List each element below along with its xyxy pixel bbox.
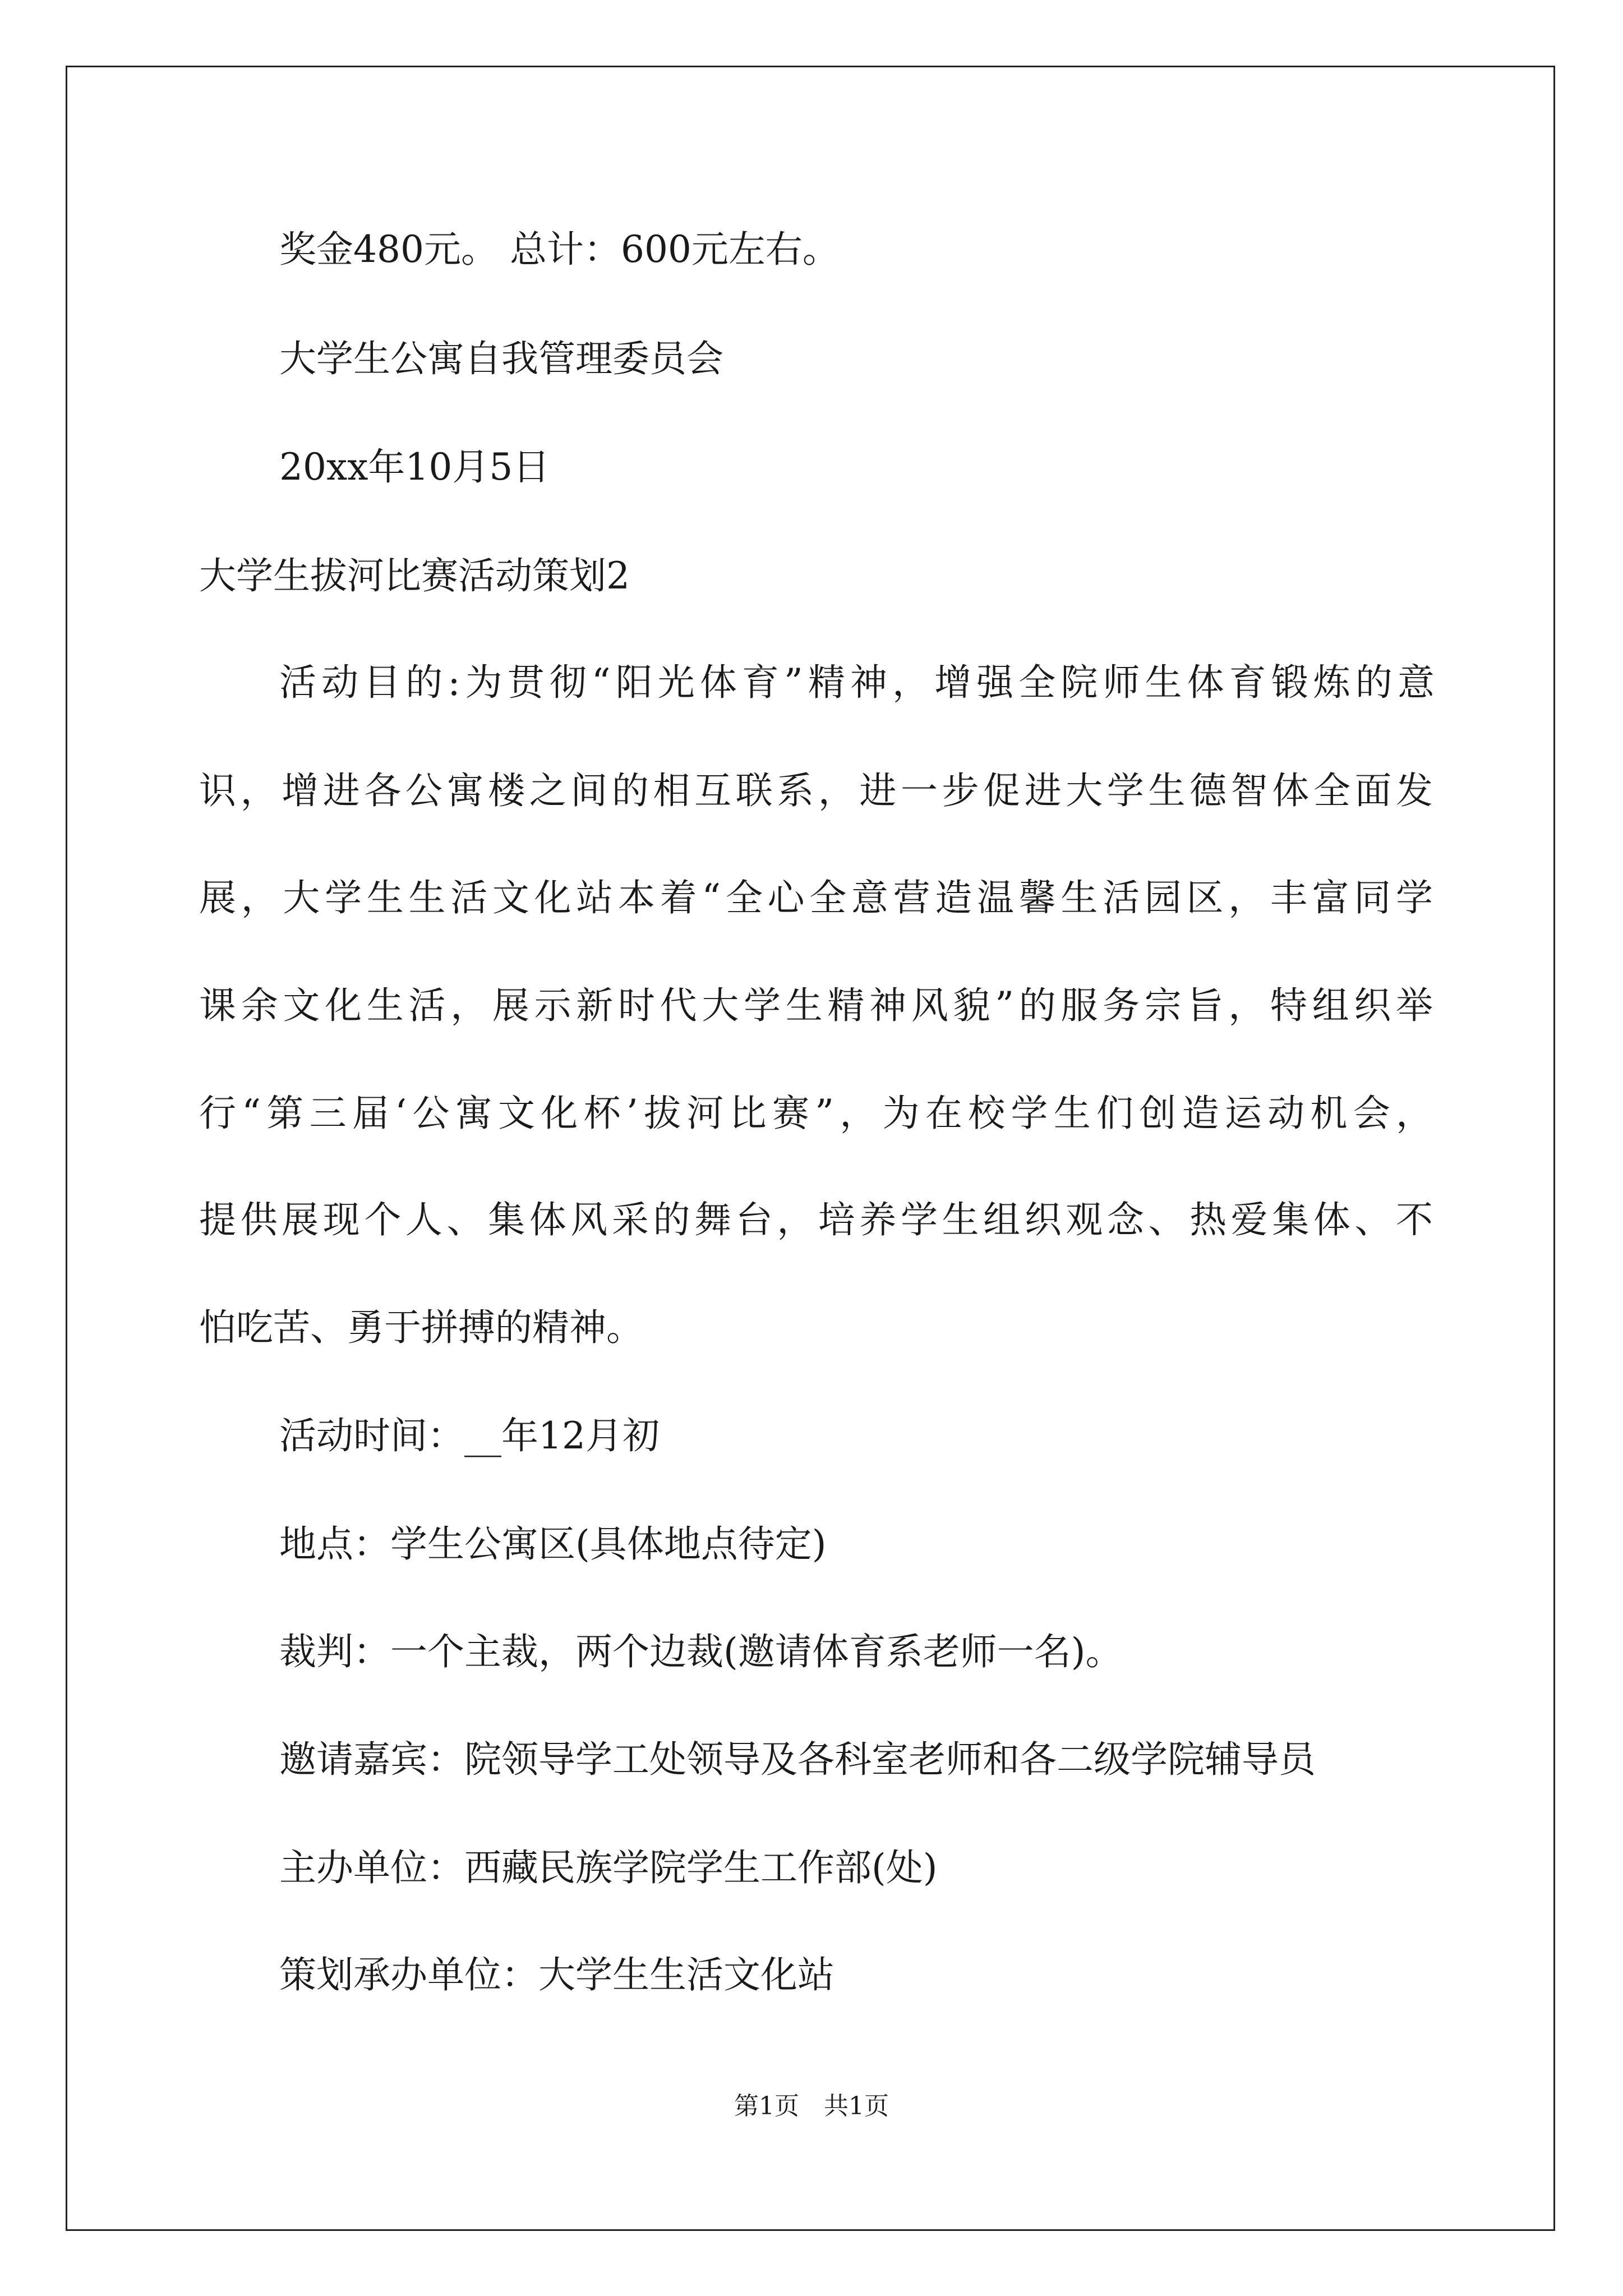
signature-date: 20xx年10月5日 [279,445,550,489]
page-number-footer: 第1页 共1页 [734,2092,889,2120]
activity-place: 地点：学生公寓区(具体地点待定) [279,1522,827,1566]
purpose-line-6: 提供展现个人、集体风采的舞台，培养学生组织观念、热爱集体、不 [199,1198,1433,1241]
referee-info: 裁判：一个主裁，两个边裁(邀请体育系老师一名)。 [279,1630,1123,1673]
purpose-line-3: 展，大学生生活文化站本着“全心全意营造温馨生活园区，丰富同学 [199,876,1433,919]
organizer-unit: 策划承办单位：大学生生活文化站 [279,1953,834,1996]
host-unit: 主办单位：西藏民族学院学生工作部(处) [279,1846,938,1889]
prize-total-line: 奖金480元。 总计：600元左右。 [279,228,840,271]
committee-signature: 大学生公寓自我管理委员会 [279,337,723,380]
purpose-line-7: 怕吃苦、勇于拼搏的精神。 [199,1306,643,1349]
section-title: 大学生拔河比赛活动策划2 [199,554,630,597]
activity-time: 活动时间：__年12月初 [279,1414,660,1457]
invited-guests: 邀请嘉宾：院领导学工处领导及各科室老师和各二级学院辅导员 [279,1738,1316,1781]
purpose-line-2: 识，增进各公寓楼之间的相互联系，进一步促进大学生德智体全面发 [199,769,1433,812]
purpose-line-1: 活动目的:为贯彻“阳光体育”精神，增强全院师生体育锻炼的意 [279,661,1435,704]
page-border [66,66,1555,2231]
purpose-line-4: 课余文化生活，展示新时代大学生精神风貌”的服务宗旨，特组织举 [199,984,1433,1027]
purpose-line-5: 行“第三届‘公寓文化杯’拔河比赛”，为在校学生们创造运动机会， [199,1092,1433,1135]
